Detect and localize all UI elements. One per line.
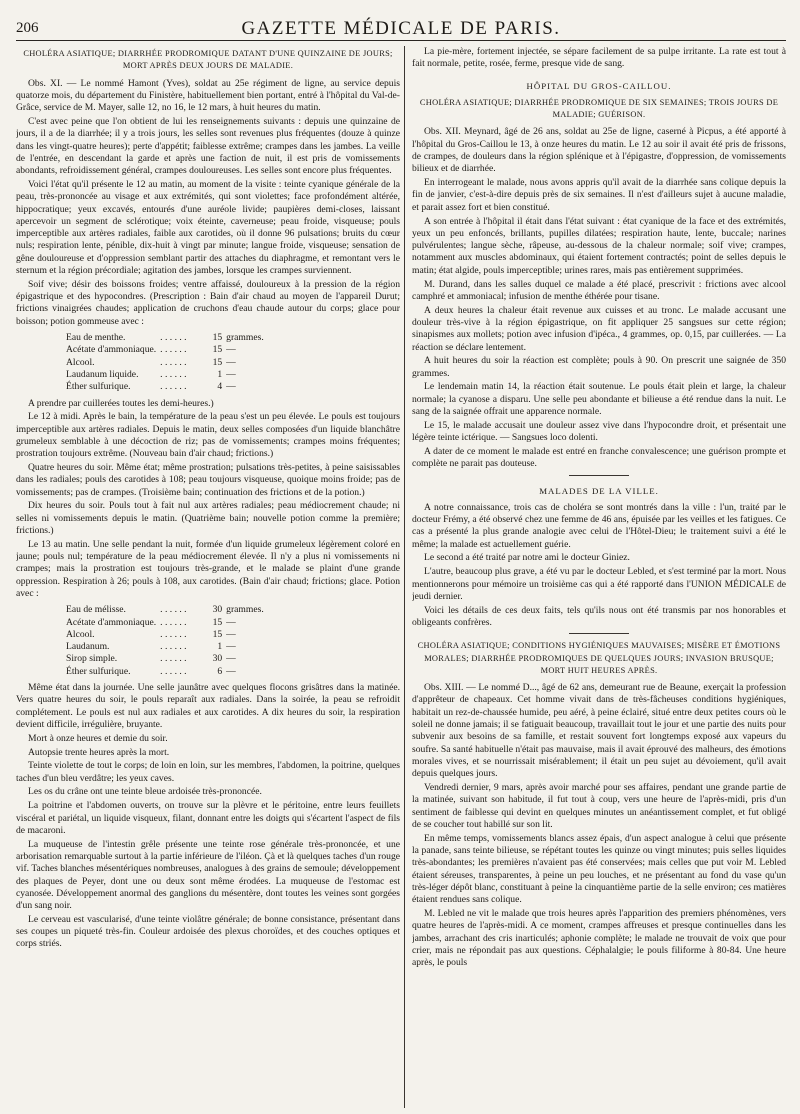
paragraph-group — [16, 411, 400, 600]
prescription-unit: — — [226, 641, 236, 653]
prescription-qty: 4 — [217, 381, 223, 393]
paragraph: Le 13 au matin. Une selle pendant la nuit, formée d'un liquide grumeleux légèrement coloré en jaune; pouls nul; température de la peau médiocrement élevée. Il n'y a plus ni vomissements ni crampes; mais la prostration est toujours très-grande, et le malade se plaint d'une grande oppression. Respiration à 26; pouls à 108, aux carotides. (Bain d'air chaud; frictions; glace. Potion avec : — [16, 538, 400, 599]
prescription-qty: 30 — [212, 653, 223, 665]
prescription-qty: 15 — [212, 628, 223, 640]
prescription-qty: 15 — [212, 356, 223, 368]
prescription-item: Acétate d'ammoniaque. — [66, 344, 157, 356]
prescription-qty: 6 — [217, 665, 223, 677]
paragraph: Soif vive; désir des boissons froides; ventre affaissé, douloureux à la pression de la région épigastrique et des hypocondres. (Prescription : Bain d'air chaud au moyen de l'appareil Durut; frictions vinaigrées chaudes; application de cruchons d'eau chaude autour du corps; glace pour boisson; potion gommeuse avec : — [16, 278, 400, 327]
paragraph-group — [412, 502, 786, 629]
prescription-item: Eau de menthe. — [66, 332, 126, 344]
prescription-qty: 1 — [217, 368, 223, 380]
leader-dots: . . . . . . — [160, 653, 187, 665]
prescription-unit: — — [226, 356, 236, 368]
prescription-qty: 15 — [212, 616, 223, 628]
prescription-row — [66, 332, 268, 344]
prescription-item: Sirop simple. — [66, 653, 118, 665]
paragraph: A dater de ce moment le malade est entré en franche convalescence; une guérison prompte et complète ne parait pas douteuse. — [412, 445, 786, 470]
paragraph-group — [412, 682, 786, 969]
prescription-qty: 15 — [212, 344, 223, 356]
prescription-row — [66, 381, 268, 393]
prescription-unit: — — [226, 381, 236, 393]
section-heading: CHOLÉRA ASIATIQUE; DIARRHÉE PRODROMIQUE DE SIX SEMAINES; TROIS JOURS DE MALADIE; GUÉRISON. — [419, 97, 779, 120]
journal-title: GAZETTE MÉDICALE DE PARIS. — [241, 18, 561, 39]
prescription-item: Éther sulfurique. — [66, 665, 131, 677]
prescription-unit: — — [226, 616, 236, 628]
paragraph: Dix heures du soir. Pouls tout à fait nul aux artères radiales; peau médiocrement chaude; ni selles ni vomissements depuis le matin. (Quatrième bain; nouvelle potion comme la première; frictions.) — [16, 500, 400, 536]
prescription-unit: — — [226, 653, 236, 665]
paragraph: A son entrée à l'hôpital il était dans l'état suivant : état cyanique de la face et des extrémités, yeux un peu enfoncés, brillants, pupilles dilatées; respiration haute, lente, buccale; narines pulvérulentes; langue sèche, râpeuse, au-dessous de la chaleur normale; soif vive; crampes, notamment aux muscles abdominaux, qui étaient fortement contractés; point de selles depuis le matin; état algide, pouls imperceptible; urines rares, mais pas entièrement supprimées. — [412, 215, 786, 276]
divider — [569, 633, 629, 634]
prescription-qty: 1 — [217, 641, 223, 653]
prescription-item: Laudanum. — [66, 641, 110, 653]
paragraph: En même temps, vomissements blancs assez épais, d'un aspect analogue à celui que présente la panade, sans teinte bilieuse, se répétant toutes les quinze ou vingt minutes; puis selles liquides très-abondantes; les premières n'avaient pas été conservées; mais celles que put voir M. Lebled étaient séreuses, transparentes, à peine un peu louches, et ne présentant au fond du vase qu'un très-léger dépôt blanc, constituant à peine la cinquantième partie de la selle environ; ces matières étaient rendues sans colique. — [412, 832, 786, 906]
paragraph: M. Lebled ne vit le malade que trois heures après l'apparition des premiers phénomènes, vers quatre heures de l'après-midi. A ce moment, crampes affreuses et presque continuelles dans les jambes, arrachant des cris inarticulés; aphonie complète; le malade ne trouvait de voix que pour crier, mais ne répondait pas aux questions. Céphalalgie; le pouls filiforme à 80-84. Une heure après, le pouls — [412, 908, 786, 969]
leader-dots: . . . . . . — [160, 356, 187, 368]
paragraph: La muqueuse de l'intestin grêle présente une teinte rose générale très-prononcée, et une arborisation remarquable surtout à la partie inférieure de l'iléon. Çà et là quelques taches d'un rouge vif. Taches blanches mésentériques nombreuses, analogues à des grains de semoule; développement des plaques de Peyer, dont une ou deux sont même érodées. La muqueuse de l'estomac est cyanosée. Développement anormal des ganglions du mésentère, dont toutes les veines sont gorgées d'un sang noir. — [16, 838, 400, 912]
paragraph: Voici l'état qu'il présente le 12 au matin, au moment de la visite : teinte cyanique générale de la peau, très-prononcée au visage et aux extrémités, qui sont violettes; face profondément altérée, hippocratique; yeux excavés, entourés d'une auréole livide; paupières demi-closes, laissant apercevoir un segment de sclérotique; voix éteinte, caverneuse; peau froide, visqueuse; pouls imperceptible aux artères radiales, faible aux carotides, où il donne 96 pulsations; bruits du cœur nuls; respiration lente, pénible, dix-huit à vingt par minute; langue froide, visqueuse; sensation de gêne douloureuse et d'oppression semblant partir des attaches du diaphragme, et remontant vers le sternum et la région précordiale; agitation des jambes, lorsque les crampes surviennent. — [16, 178, 400, 277]
leader-dots: . . . . . . — [160, 616, 187, 628]
paragraph: Le second a été traité par notre ami le docteur Giniez. — [424, 552, 630, 564]
paragraph-group — [412, 126, 786, 470]
page-number: 206 — [16, 20, 39, 36]
prescription-item: Laudanum liquide. — [66, 368, 139, 380]
divider — [569, 475, 629, 476]
prescription-item: Alcool. — [66, 628, 95, 640]
paragraph: Le 15, le malade accusait une douleur assez vive dans l'hypocondre droit, et présentait une légère teinte ictérique. — Sangsues loco dolenti. — [412, 419, 786, 444]
prescription-row — [66, 604, 268, 616]
paragraph: En interrogeant le malade, nous avons appris qu'il avait de la diarrhée sans colique depuis la fin de janvier, c'est-à-dire depuis près de six semaines. Il n'est d'ailleurs sujet à aucune maladie, et parait assez fort et bien constitué. — [412, 177, 786, 213]
prescription-row — [66, 666, 268, 678]
paragraph: Voici les détails de ces deux faits, tels qu'ils nous ont été transmis par nos honorables et obligeants confrères. — [412, 604, 786, 628]
article-columns — [16, 46, 786, 1108]
leader-dots: . . . . . . — [160, 344, 187, 356]
prescription-table — [66, 604, 268, 678]
prescription-qty: 30 — [212, 604, 223, 616]
prescription-unit: — — [226, 628, 236, 640]
prescription-note: A prendre par cuillerées toutes les demi-heures.) — [28, 397, 214, 409]
prescription-unit: grammes. — [226, 604, 264, 616]
prescription-item: Alcool. — [66, 356, 95, 368]
prescription-table — [66, 332, 268, 393]
paragraph: Les os du crâne ont une teinte bleue ardoisée très-prononcée. — [28, 786, 262, 798]
paragraph: A deux heures la chaleur était revenue aux cuisses et au tronc. Le malade accusant une douleur très-vive à la région épigastrique, on fit appliquer 25 sangsues sur cette région; sinapismes aux mollets; potion avec infusion d'ipéca., 4 grammes, op. 0,15, par cuillerées. — La réaction se déclare lentement. — [412, 304, 786, 353]
paragraph: Obs. XIII. — Le nommé D..., âgé de 62 ans, demeurant rue de Beaune, exerçait la profession d'apprêteur de chapeaux. Cet homme vivait dans de très-fâcheuses conditions hygiéniques, habitait un rez-de-chaussée humide, peu aéré, à peine éclairé, situé entre deux petites cours où le soleil ne donne jamais; il se fatiguait beaucoup, travaillait tout le jour et une partie des nuits pour subvenir aux besoins de sa famille, et restait souvent fort longtemps exposé aux vapeurs du soufre. Sa santé habituelle n'était pas mauvaise, mais il avait éprouvé des malheurs, des émotions morales vives, et se nourrissait misérablement; il était un peu sujet au dévoiement, qu'il avait depuis quelques jours. — [412, 682, 786, 780]
paragraph: Obs. XI. — Le nommé Hamont (Yves), soldat au 25e régiment de ligne, au service depuis quatorze mois, du département du Finistère, habituellement bien portant, entré à l'hôpital du Val-de-Grâce, service de M. Mayer, salle 12, no 16, le 12 mars, à huit heures du matin. — [16, 77, 400, 114]
paragraph: A notre connaissance, trois cas de choléra se sont montrés dans la ville : l'un, traité par le docteur Frémy, a été observé chez une femme de 46 ans, épuisée par les veilles et les fatigues. Ce cas a présenté la plus grande analogie avec celui de l'Hôtel-Dieu; le traitement suivi a été le même; la malade est actuellement guérie. — [412, 501, 786, 550]
leader-dots: . . . . . . — [160, 628, 187, 640]
prescription-row — [66, 617, 268, 629]
paragraph-group — [16, 78, 400, 328]
prescription-qty: 15 — [212, 332, 223, 344]
hospital-heading: HÔPITAL DU GROS-CAILLOU. — [526, 80, 672, 91]
section-heading: CHOLÉRA ASIATIQUE; CONDITIONS HYGIÉNIQUES MAUVAISES; MISÈRE ET ÉMOTIONS MORALES; DIARRHÉE PRODROMIQUES DE QUELQUES JOURS; INVASION BRUSQUE; MORT HUIT HEURES APRÈS. — [417, 641, 781, 675]
prescription-item: Eau de mélisse. — [66, 604, 126, 616]
prescription-row — [66, 629, 268, 641]
paragraph: La pie-mère, fortement injectée, se sépare facilement de sa pulpe irritante. La rate est tout à fait normale, petite, rosée, ferme, presque vide de sang. — [412, 46, 786, 70]
prescription-unit: — — [226, 344, 236, 356]
prescription-unit: — — [226, 368, 236, 380]
paragraph: La poitrine et l'abdomen ouverts, on trouve sur la plèvre et le péritoine, entre leurs feuillets viscéral et pariétal, un liquide visqueux, filant, donnant entre les doigts qui s'écartent l'aspect de fils de macaroni. — [16, 800, 400, 836]
leader-dots: . . . . . . — [160, 641, 187, 653]
prescription-row — [66, 653, 268, 665]
paragraph: Le 12 à midi. Après le bain, la température de la peau s'est un peu élevée. Le pouls est toujours imperceptible aux artères radiales. Depuis le matin, deux selles composées d'un liquide blanchâtre grumeleux semblable à une décoction de riz; pas de vomissements; crampes moins fréquentes; prostration toujours extrême. (Nouveau bain d'air chaud; frictions.) — [16, 411, 400, 460]
column-divider — [404, 46, 405, 1108]
paragraph: Quatre heures du soir. Même état; même prostration; pulsations très-petites, à peine saisissables dans les radiales; pouls des carotides à 108; peau toujours visqueuse, quoique moins froide; pas de vomissements; pas de crampes. (Troisième bain; continuation des frictions et de la potion.) — [16, 462, 400, 498]
right-column — [412, 46, 786, 1108]
leader-dots: . . . . . . — [160, 332, 187, 344]
paragraph-group — [16, 682, 400, 951]
paragraph: Mort à onze heures et demie du soir. — [28, 732, 168, 744]
leader-dots: . . . . . . — [160, 604, 187, 616]
paragraph: C'est avec peine que l'on obtient de lui les renseignements suivants : depuis une quinzaine de jours, il a de la diarrhée; il y a trois jours, les selles sont revenues plus fréquentes (douze à quinze dans les vingt-quatre heures); perte d'appétit; faiblesse extrême; crampes dans les jambes. La veille de l'entrée, en descendant la garde et après une faction de nuit, il est pris de vomissements abondants, refroidissement général, crampes douloureuses. Les selles sont encore plus fréquentes. — [16, 115, 400, 177]
paragraph: Le lendemain matin 14, la réaction était soutenue. Le pouls était plein et large, la chaleur normale; la cyanose a disparu. Une selle peu abondante et bilieuse a été rendue dans la nuit. Le sang de la saignée offrait une apparence normale. — [412, 381, 786, 418]
prescription-row — [66, 344, 268, 356]
paragraph: Même état dans la journée. Une selle jaunâtre avec quelques flocons grisâtres dans la matinée. Vers quatre heures du soir, le pouls reparaît aux radiales. Dans la soirée, la peau se refroidit complétement. Le pouls est nul aux radiales et aux carotides. A dix heures du soir, la respiration devient difficile, irrégulière, bruyante. — [16, 682, 400, 730]
leader-dots: . . . . . . — [160, 368, 187, 380]
paragraph: Vendredi dernier, 9 mars, après avoir marché pour ses affaires, pendant une grande partie de la matinée, suivant son habitude, il fut tout à coup, vers une heure de l'après-midi, pris d'un sentiment de faiblesse qui devint en quelques minutes un anéantissement complet, et fut obligé de se coucher tout habillé sur son lit. — [412, 782, 786, 830]
left-column — [16, 46, 400, 1108]
paragraph: Le cerveau est vascularisé, d'une teinte violâtre générale; de bonne consistance, présentant dans ses coupes un piqueté très-fin. Couleur ardoisée des plexus choroïdes, et des couches optiques et corps striés. — [16, 913, 400, 950]
prescription-unit: — — [226, 665, 236, 677]
paragraph: Autopsie trente heures après la mort. — [28, 746, 170, 758]
paragraph: Teinte violette de tout le corps; de loin en loin, sur les membres, l'abdomen, la poitrine, quelques taches d'un bleu verdâtre; les yeux caves. — [16, 760, 400, 784]
prescription-item: Acétate d'ammoniaque. — [66, 616, 157, 628]
town-heading: MALADES DE LA VILLE. — [539, 485, 659, 496]
prescription-row — [66, 357, 268, 369]
prescription-item: Éther sulfurique. — [66, 381, 131, 393]
leader-dots: . . . . . . — [160, 665, 187, 677]
section-heading: CHOLÉRA ASIATIQUE; DIARRHÉE PRODROMIQUE DATANT D'UNE QUINZAINE DE JOURS; MORT APRÈS DEUX JOURS DE MALADIE. — [23, 49, 393, 71]
prescription-row — [66, 369, 268, 381]
paragraph: A huit heures du soir la réaction est complète; pouls à 90. On prescrit une saignée de 350 grammes. — [412, 355, 786, 379]
prescription-row — [66, 641, 268, 653]
leader-dots: . . . . . . — [160, 381, 187, 393]
paragraph: L'autre, beaucoup plus grave, a été vu par le docteur Lebled, et s'est terminé par la mort. Nous mentionnerons pour mémoire un troisième cas qui a été rapporté dans l'UNION MÉDICALE de jeudi dernier. — [412, 566, 786, 602]
paragraph: M. Durand, dans les salles duquel ce malade a été placé, prescrivit : frictions avec alcool camphré et ammoniacal; infusion de menthe éthérée pour tisane. — [412, 278, 786, 302]
paragraph: Obs. XII. Meynard, âgé de 26 ans, soldat au 25e de ligne, caserné à Picpus, a été apporté à l'hôpital du Gros-Caillou le 13, à onze heures du matin. Le 12 au soir il avait été pris de frissons, de crampes, de douleurs dans la région splénique et à l'épigastre, d'oppression, de vomissements bilieux et de diarrhée. — [412, 126, 786, 175]
page-header — [16, 6, 786, 41]
prescription-unit: grammes. — [226, 332, 264, 344]
